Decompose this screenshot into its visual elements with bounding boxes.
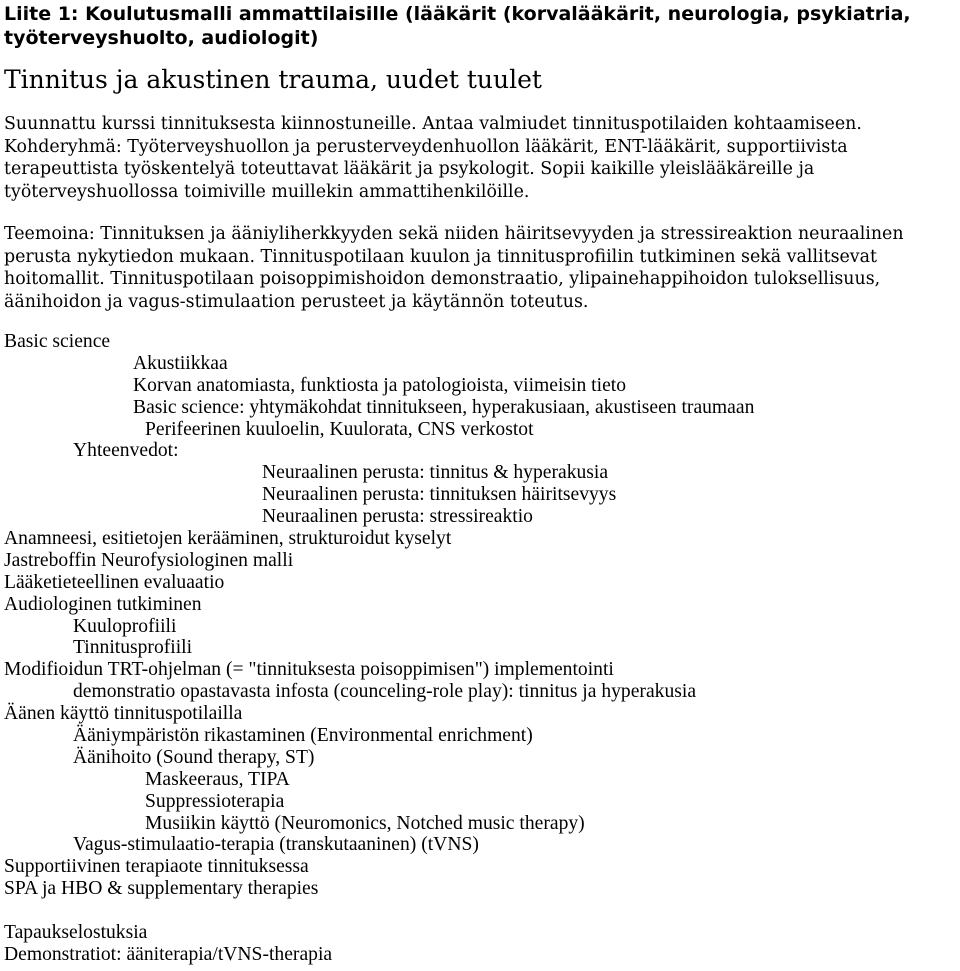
course-title: Tinnitus ja akustinen trauma, uudet tuulet: [4, 65, 542, 94]
outline-item: Tapaukselostuksia: [4, 922, 148, 944]
outline-item: Äänihoito (Sound therapy, ST): [73, 746, 315, 768]
outline-item: Demonstratiot: ääniterapia/tVNS-therapia: [4, 943, 333, 965]
outline-item: Akustiikkaa: [133, 352, 228, 374]
themes-paragraph: [4, 223, 956, 313]
outline-item: Tinnitusprofiili: [73, 637, 193, 659]
outline-item: Basic science: yhtymäkohdat tinnitukseen, hyperakusiaan, akustiseen traumaan: [133, 396, 755, 418]
outline-item: Yhteenvedot:: [73, 440, 179, 462]
intro-paragraph: [4, 113, 956, 203]
outline-item: Suppressioterapia: [145, 790, 285, 812]
outline-item: Perifeerinen kuuloelin, Kuulorata, CNS verkostot: [145, 418, 534, 440]
appendix-heading: Liite 1: Koulutusmalli ammattilaisille (lääkärit (korvalääkärit, neurologia, psykiatria, työterveyshuolto, audiologit): [4, 3, 911, 49]
outline-item: Jastreboffin Neurofysiologinen malli: [4, 549, 294, 571]
outline-item: Neuraalinen perusta: tinnitus & hyperakusia: [262, 462, 609, 484]
intro-sentence: Antaa valmiudet tinnituspotilaiden kohtaamiseen.: [422, 114, 862, 134]
themes-sentence: Tinnituspotilaan poisoppimishoidon demonstraatio, ylipainehappihoidon tuloksellisuus, äänihoidon ja vagus-stimulaation perusteet ja käytännön toteutus.: [4, 269, 881, 312]
outline-item: Modifioidun TRT-ohjelman (= "tinnituksesta poisoppimisen") implementointi: [4, 659, 614, 681]
outline-item: Basic science: [4, 331, 111, 352]
outline-item: Korvan anatomiasta, funktiosta ja patologioista, viimeisin tieto: [133, 374, 627, 396]
outline-item: Kuuloprofiili: [73, 615, 177, 637]
outline-item: Neuraalinen perusta: stressireaktio: [262, 506, 533, 528]
outline-item: Anamneesi, esitietojen kerääminen, strukturoidut kyselyt: [4, 528, 452, 550]
outline-item: SPA ja HBO & supplementary therapies: [4, 878, 319, 900]
outline-item: Supportiivinen terapiaote tinnituksessa: [4, 856, 309, 878]
intro-sentence: Suunnattu kurssi tinnituksesta kiinnostuneille.: [4, 114, 417, 134]
outline-item: Audiologinen tutkiminen: [4, 593, 202, 615]
themes-sentence: Teemoina: Tinnituksen ja ääniyliherkkyyden sekä niiden häiritsevyyden ja stressireaktion neuraalinen perusta nykytiedon mukaan.: [4, 224, 904, 267]
course-outline: [0, 331, 960, 966]
outline-item: Vagus-stimulaatio-terapia (transkutaaninen) (tVNS): [73, 834, 479, 856]
target-group-sentence: Kohderyhmä: Työterveyshuollon ja perusterveydenhuollon lääkärit, ENT-lääkärit, supportiivista terapeuttista työskentelyä toteuttavat lääkärit ja psykologit.: [4, 136, 848, 180]
outline-item: Ääniympäristön rikastaminen (Environmental enrichment): [73, 725, 533, 747]
outline-item: Äänen käyttö tinnituspotilailla: [4, 703, 243, 725]
outline-item: demonstratio opastavasta infosta (counceling-role play): tinnitus ja hyperakusia: [73, 681, 697, 703]
themes-sentence: Tinnituspotilaan kuulon ja tinnitusprofiilin tutkiminen sekä vallitsevat hoitomallit.: [4, 246, 877, 290]
intro-sentence: Sopii kaikille yleislääkäreille ja työterveyshuollossa toimiville muillekin ammattihenkilöille.: [4, 159, 815, 202]
spacer: [0, 900, 960, 922]
outline-item: Maskeeraus, TIPA: [145, 768, 290, 790]
outline-item: Neuraalinen perusta: tinnituksen häiritsevyys: [262, 484, 617, 506]
outline-item: Musiikin käyttö (Neuromonics, Notched music therapy): [145, 812, 585, 834]
outline-item: Lääketieteellinen evaluaatio: [4, 571, 225, 593]
